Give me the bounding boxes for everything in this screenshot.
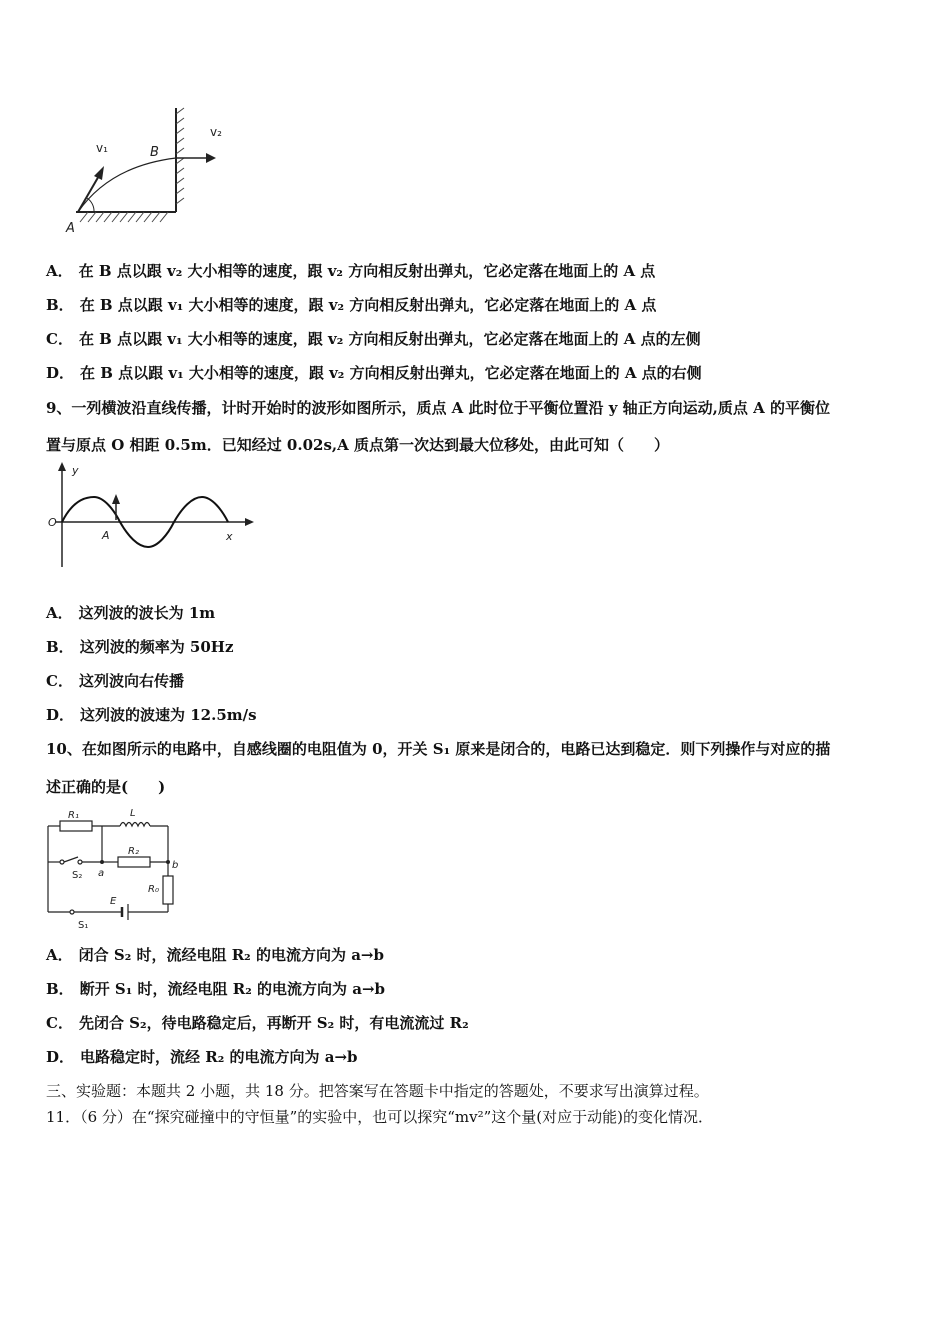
- wave-y-label: y: [72, 464, 79, 477]
- circuit-figure: [44, 806, 194, 931]
- circuit-s1-label: S₁: [78, 920, 89, 931]
- circuit-r2-label: R₂: [128, 846, 139, 857]
- v1-label: v₁: [96, 141, 108, 155]
- q9-option-c: C． 这列波向右传播: [46, 672, 184, 690]
- projectile-wall-figure: [60, 108, 240, 238]
- wave-a-label: A: [102, 529, 110, 542]
- q11-stem: 11．（6 分）在“探究碰撞中的守恒量”的实验中，也可以探究“mv²”这个量(对应于动能)的变化情况．: [46, 1108, 713, 1126]
- wave-x-label: x: [226, 530, 233, 543]
- q8-option-b: B． 在 B 点以跟 v₁ 大小相等的速度，跟 v₂ 方向相反射出弹丸，它必定落在地面上的 A 点: [46, 296, 657, 314]
- point-a-label: A: [66, 221, 75, 236]
- circuit-b-label: b: [172, 860, 179, 871]
- circuit-r0-label: R₀: [148, 884, 159, 895]
- circuit-r1-label: R₁: [68, 810, 79, 821]
- q9-stem-line2: 置与原点 O 相距 0.5m．已知经过 0.02s,A 质点第一次达到最大位移处，由此可知（ ）: [46, 436, 669, 454]
- circuit-e-label: E: [110, 896, 117, 907]
- circuit-l-label: L: [130, 808, 136, 819]
- circuit-a-label: a: [98, 868, 105, 879]
- q10-option-a: A． 闭合 S₂ 时，流经电阻 R₂ 的电流方向为 a→b: [46, 946, 384, 964]
- circuit-s2-label: S₂: [72, 870, 83, 881]
- q10-option-d: D． 电路稳定时，流经 R₂ 的电流方向为 a→b: [46, 1048, 358, 1066]
- q10-option-b: B． 断开 S₁ 时，流经电阻 R₂ 的电流方向为 a→b: [46, 980, 386, 998]
- section-3-heading: 三、实验题：本题共 2 小题，共 18 分。把答案写在答题卡中指定的答题处，不要求写出演算过程。: [46, 1082, 709, 1100]
- v2-label: v₂: [210, 125, 222, 139]
- wave-figure: [44, 462, 264, 572]
- q9-option-d: D． 这列波的波速为 12.5m/s: [46, 706, 257, 724]
- q8-option-c: C． 在 B 点以跟 v₁ 大小相等的速度，跟 v₂ 方向相反射出弹丸，它必定落在地面上的 A 点的左侧: [46, 330, 701, 348]
- q8-option-a: A． 在 B 点以跟 v₂ 大小相等的速度，跟 v₂ 方向相反射出弹丸，它必定落在地面上的 A 点: [46, 262, 656, 280]
- q9-option-a: A． 这列波的波长为 1m: [46, 604, 216, 622]
- q9-option-b: B． 这列波的频率为 50Hz: [46, 638, 234, 656]
- point-b-label: B: [150, 145, 159, 160]
- q10-stem-line2: 述正确的是( ): [46, 778, 166, 796]
- q10-option-c: C． 先闭合 S₂，待电路稳定后，再断开 S₂ 时，有电流流过 R₂: [46, 1014, 469, 1032]
- q10-stem-line1: 10、在如图所示的电路中，自感线圈的电阻值为 0，开关 S₁ 原来是闭合的，电路已达到稳定．则下列操作与对应的描: [46, 740, 831, 758]
- wave-origin-label: O: [48, 516, 57, 529]
- q9-stem-line1: 9、一列横波沿直线传播，计时开始时的波形如图所示，质点 A 此时位于平衡位置沿 y 轴正方向运动,质点 A 的平衡位: [46, 399, 830, 417]
- q8-option-d: D． 在 B 点以跟 v₁ 大小相等的速度，跟 v₂ 方向相反射出弹丸，它必定落在地面上的 A 点的右侧: [46, 364, 702, 382]
